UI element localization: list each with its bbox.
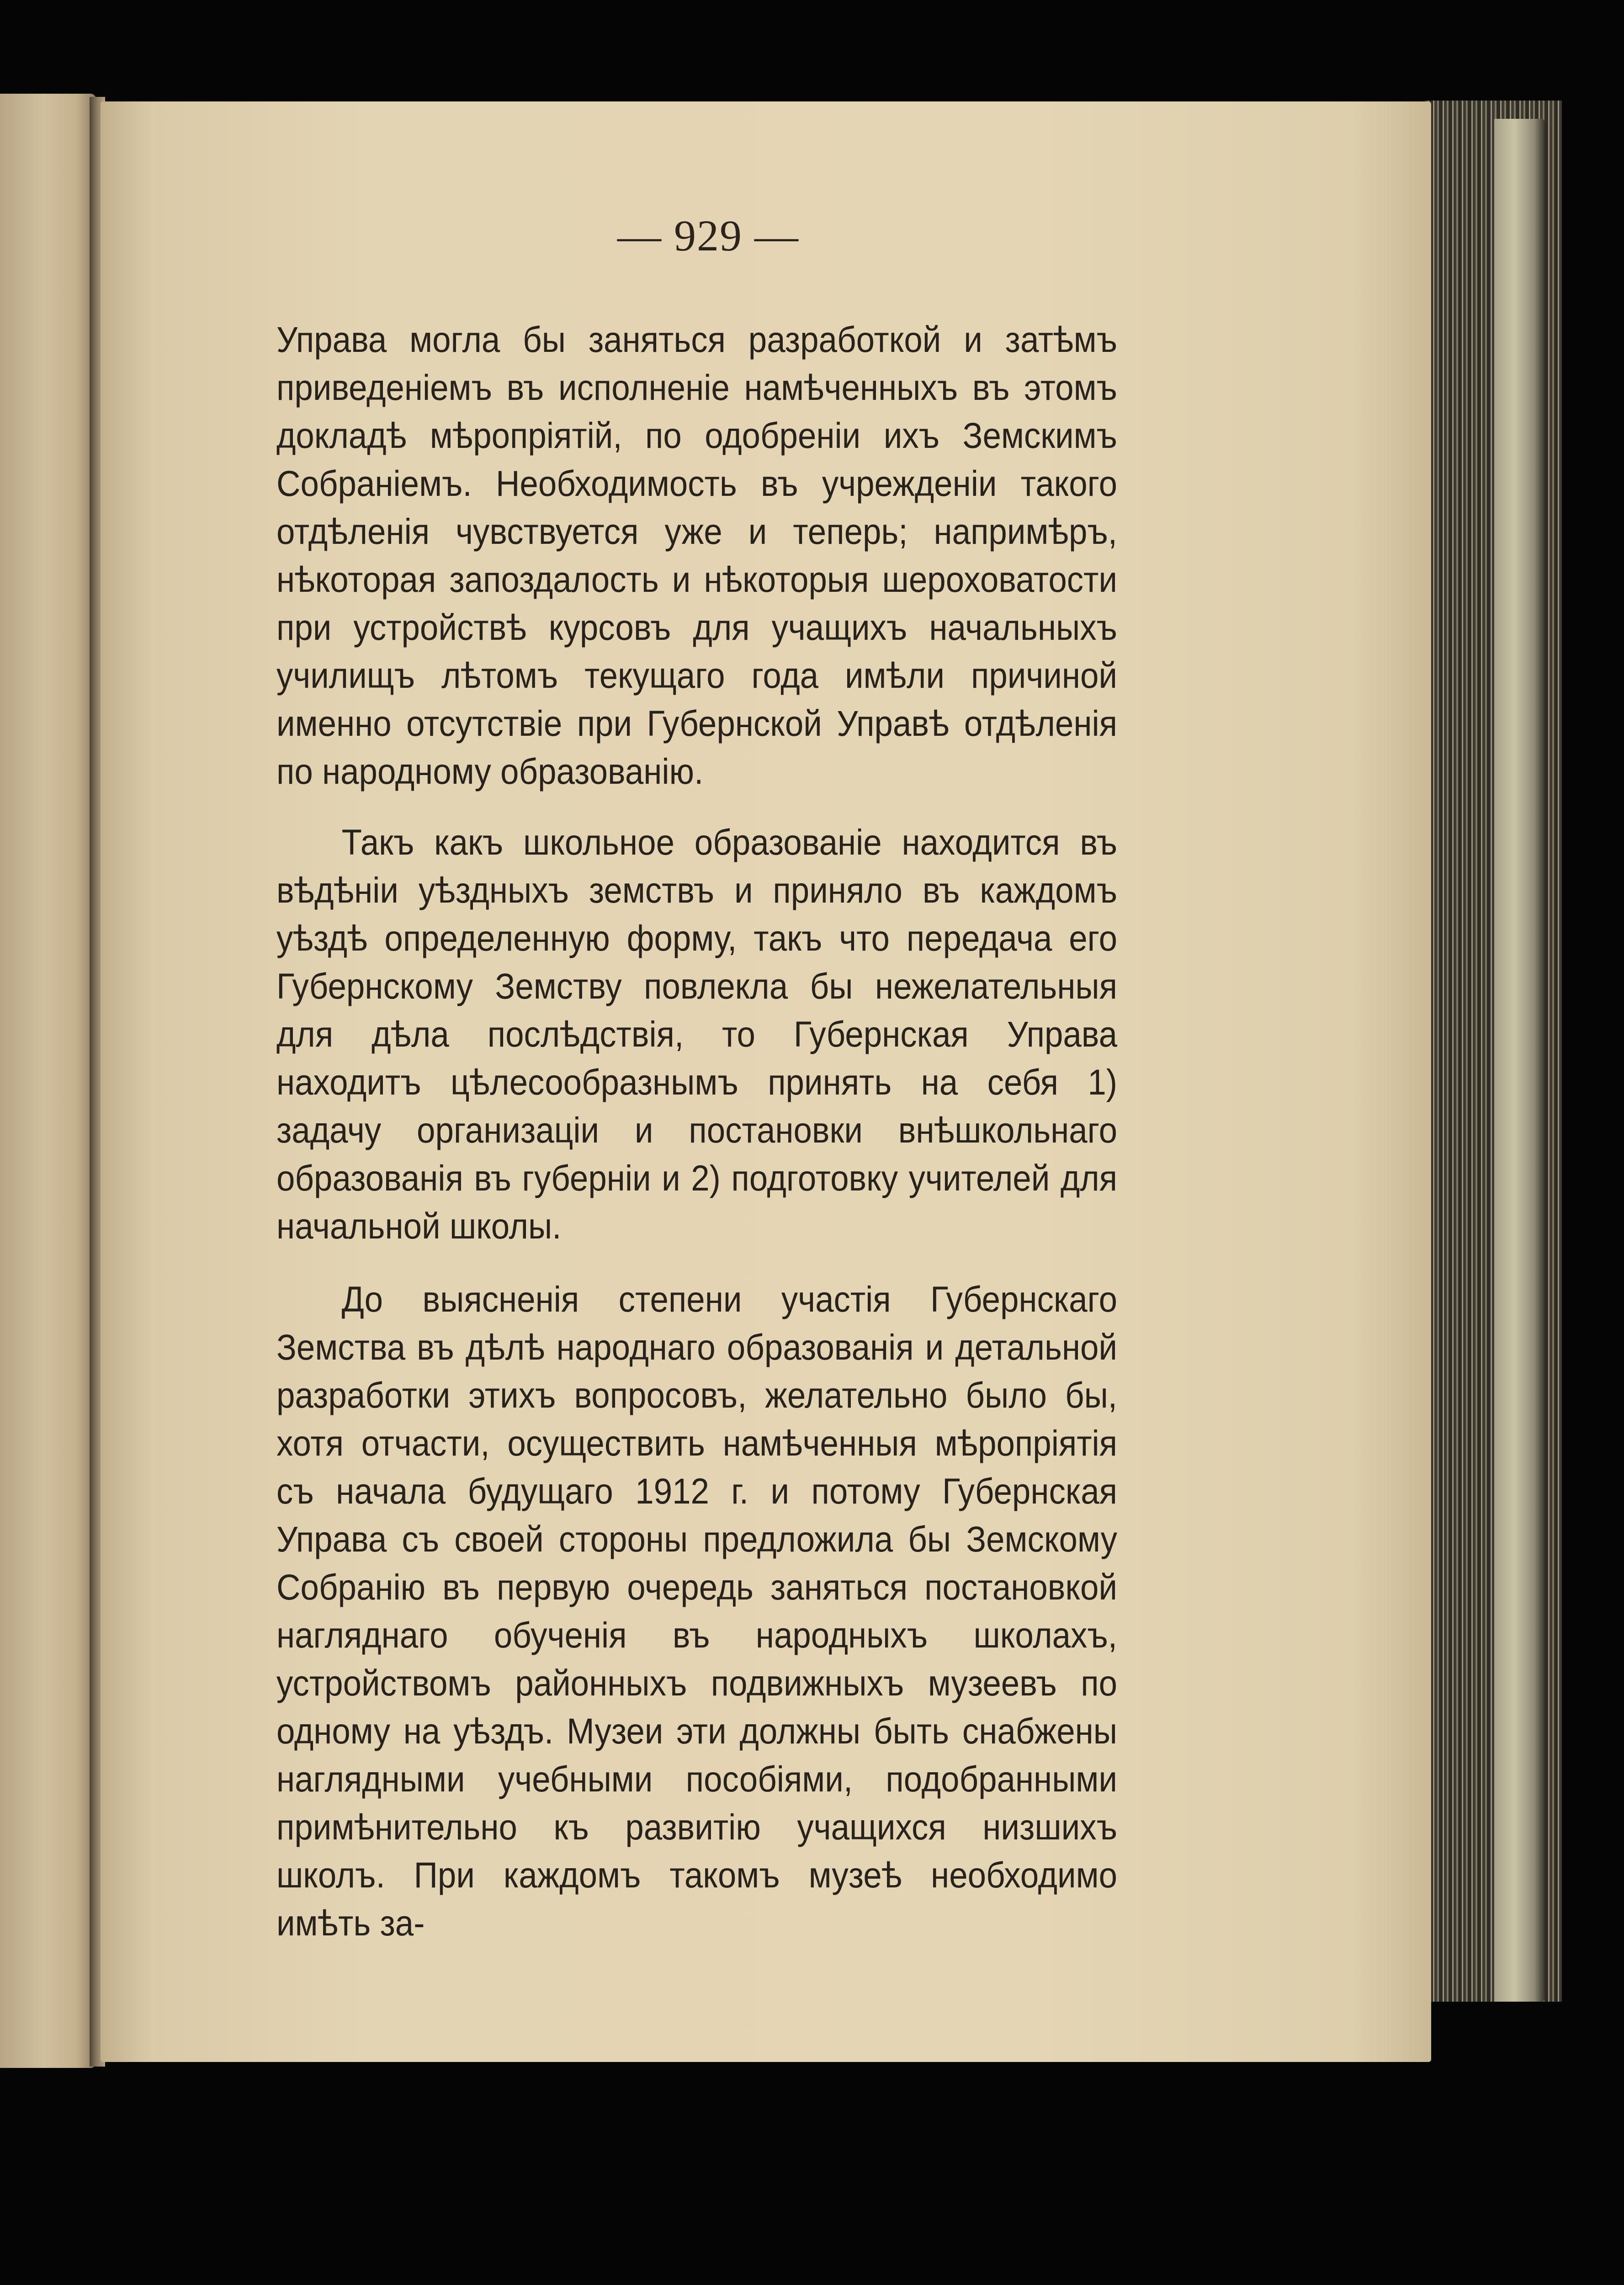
paragraph-1: [276, 315, 1117, 795]
paragraph-text: Такъ какъ школьное образованіе находится въ вѣдѣніи уѣздныхъ земствъ и приняло въ каждомъ уѣздѣ определенную форму, такъ что передача его Губернскому Земству повлекла бы нежелательныя для дѣла послѣдствія, то Губернская Управа находитъ цѣлесообразнымъ принять на себя 1) задачу организаціи и постановки внѣшкольнаго образованія въ губерніи и 2) подготовку учителей для начальной школы.: [276, 822, 1117, 1246]
paragraph-2: [276, 818, 1117, 1250]
book-cover-edge: [1494, 119, 1544, 2002]
page-number: — 929 —: [617, 211, 799, 260]
paragraph-3: [276, 1275, 1117, 1947]
paragraph-text: Управа могла бы заняться разработкой и затѣмъ приведеніемъ въ исполненіе намѣченныхъ въ этомъ докладѣ мѣропріятій, по одобреніи ихъ Земскимъ Собраніемъ. Необходимость въ учрежденіи такого отдѣленія чувствуется уже и теперь; напримѣръ, нѣкоторая запоздалость и нѣкоторыя шероховатости при устройствѣ курсовъ для учащихъ начальныхъ училищъ лѣтомъ текущаго года имѣли причиной именно отсутствіе при Губернской Управѣ отдѣленія по народному образованію.: [276, 319, 1117, 792]
paragraph-text: До выясненія степени участія Губернскаго Земства въ дѣлѣ народнаго образованія и детальной разработки этихъ вопросовъ, желательно было бы, хотя отчасти, осуществить намѣченныя мѣропріятія съ начала будущаго 1912 г. и потому Губернская Управа съ своей стороны предложила бы Земскому Собранію въ первую очередь заняться постановкой нагляднаго обученія въ народныхъ школахъ, устройствомъ районныхъ подвижныхъ музеевъ по одному на уѣздъ. Музеи эти должны быть снабжены наглядными учебными пособіями, подобранными примѣнительно къ развитію учащихся низшихъ школъ. При каждомъ такомъ музеѣ необходимо имѣть за-: [276, 1279, 1117, 1943]
left-page: [0, 94, 96, 2068]
